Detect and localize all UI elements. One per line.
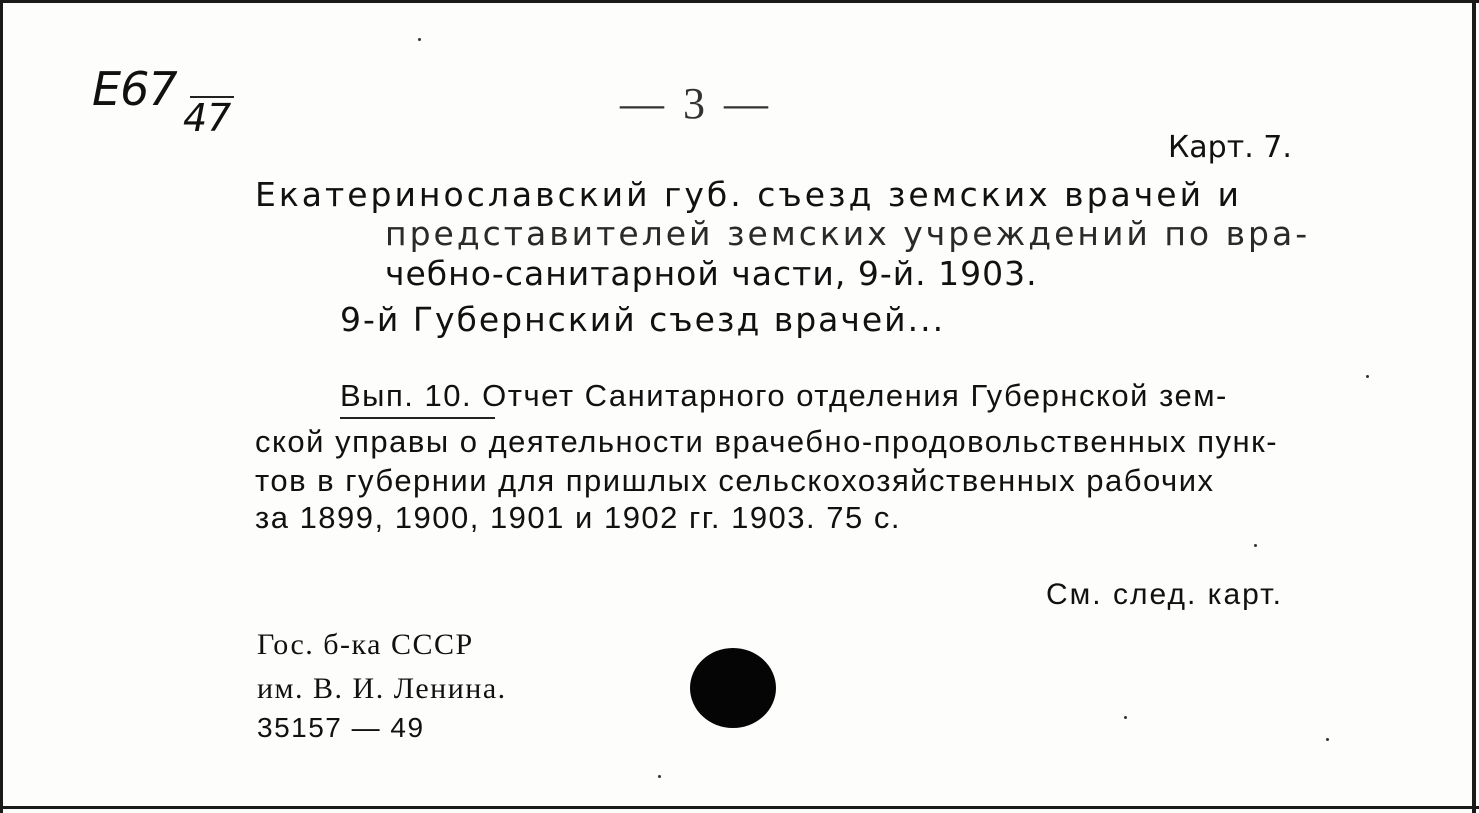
card-number: Карт. 7.: [1168, 130, 1292, 165]
library-stamp-line-1: Гос. б-ка СССР: [257, 628, 474, 661]
card-border-top: [0, 0, 1479, 3]
card-border-bottom: [0, 806, 1479, 809]
speck: [1124, 716, 1127, 719]
heading-line-1: Екатеринославский губ. съезд земских врачей и: [255, 175, 1242, 214]
alternate-title: 9-й Губернский съезд врачей...: [340, 300, 946, 339]
issue-underline: [340, 417, 495, 419]
page-number: — 3 —: [620, 79, 772, 128]
speck: [658, 775, 661, 778]
speck: [1366, 375, 1369, 378]
speck: [418, 38, 421, 41]
library-stamp-line-2: им. В. И. Ленина.: [257, 672, 507, 705]
card-border-right: [1472, 0, 1476, 813]
speck: [1326, 738, 1329, 741]
see-next-card: См. след. карт.: [1046, 578, 1283, 611]
speck: [1254, 544, 1257, 547]
description-line-4: за 1899, 1900, 1901 и 1902 гг. 1903. 75 с.: [255, 500, 901, 535]
shelfmark: E67: [92, 62, 177, 116]
description-line-1: Вып. 10. Отчет Санитарного отделения Губернской зем-: [340, 378, 1228, 413]
shelfmark-sub: 47: [183, 96, 232, 140]
library-stamp-line-3: 35157 — 49: [257, 712, 425, 743]
heading-line-2: представителей земских учреждений по вра-: [385, 214, 1311, 253]
punch-hole: [690, 648, 776, 728]
card-border-left: [0, 0, 3, 813]
description-line-2: ской управы о деятельности врачебно-продовольственных пунк-: [255, 424, 1279, 459]
heading-line-3: чебно-санитарной части, 9-й. 1903.: [385, 254, 1038, 293]
description-line-3: тов в губернии для пришлых сельскохозяйственных рабочих: [255, 463, 1215, 498]
